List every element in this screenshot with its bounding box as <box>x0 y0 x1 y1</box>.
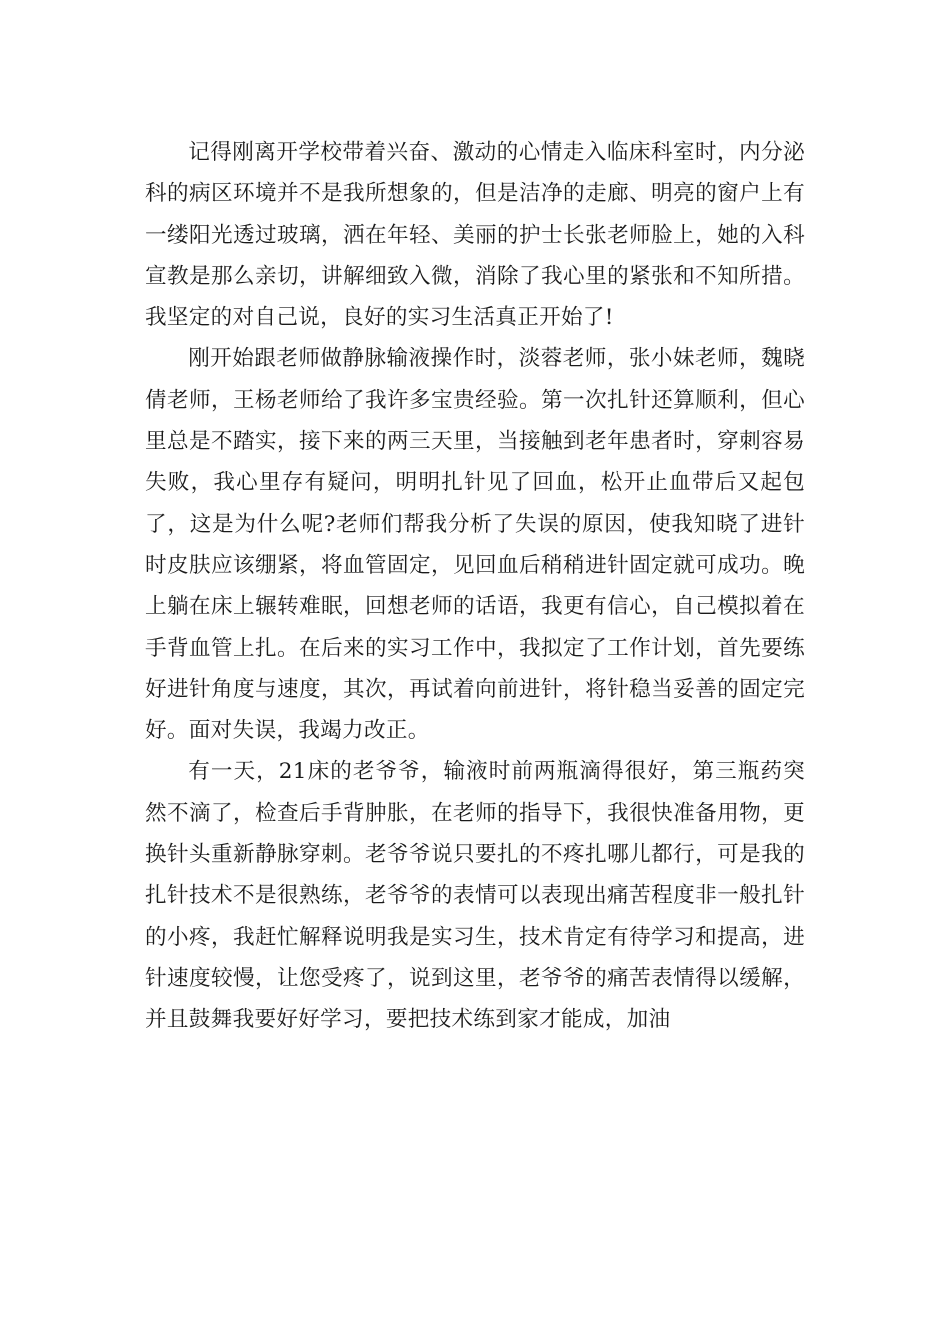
paragraph-2: 刚开始跟老师做静脉输液操作时，淡蓉老师，张小妹老师，魏晓倩老师，王杨老师给了我许多宝贵经验。第一次扎针还算顺利，但心里总是不踏实，接下来的两三天里，当接触到老年患者时，穿刺容易失败，我心里存有疑问，明明扎针见了回血，松开止血带后又起包了，这是为什么呢?老师们帮我分析了失误的原因，使我知晓了进针时皮肤应该绷紧，将血管固定，见回血后稍稍进针固定就可成功。晚上躺在床上辗转难眠，回想老师的话语，我更有信心，自己模拟着在手背血管上扎。在后来的实习工作中，我拟定了工作计划，首先要练好进针角度与速度，其次，再试着向前进针，将针稳当妥善的固定完好。面对失误，我竭力改正。 <box>145 346 805 744</box>
paragraph-1: 记得刚离开学校带着兴奋、激动的心情走入临床科室时，内分泌科的病区环境并不是我所想象的，但是洁净的走廊、明亮的窗户上有一缕阳光透过玻璃，洒在年轻、美丽的护士长张老师脸上，她的入科宣教是那么亲切，讲解细致入微，消除了我心里的紧张和不知所措。我坚定的对自己说，良好的实习生活真正开始了! <box>145 140 805 331</box>
paragraph-3: 有一天，21床的老爷爷，输液时前两瓶滴得很好，第三瓶药突然不滴了，检查后手背肿胀，在老师的指导下，我很快准备用物，更换针头重新静脉穿刺。老爷爷说只要扎的不疼扎哪儿都行，可是我的扎针技术不是很熟练，老爷爷的表情可以表现出痛苦程度非一般扎针的小疼，我赶忙解释说明我是实习生，技术肯定有待学习和提高，进针速度较慢，让您受疼了，说到这里，老爷爷的痛苦表情得以缓解，并且鼓舞我要好好学习，要把技术练到家才能成，加油 <box>145 759 805 1033</box>
document-body <box>145 132 805 1041</box>
